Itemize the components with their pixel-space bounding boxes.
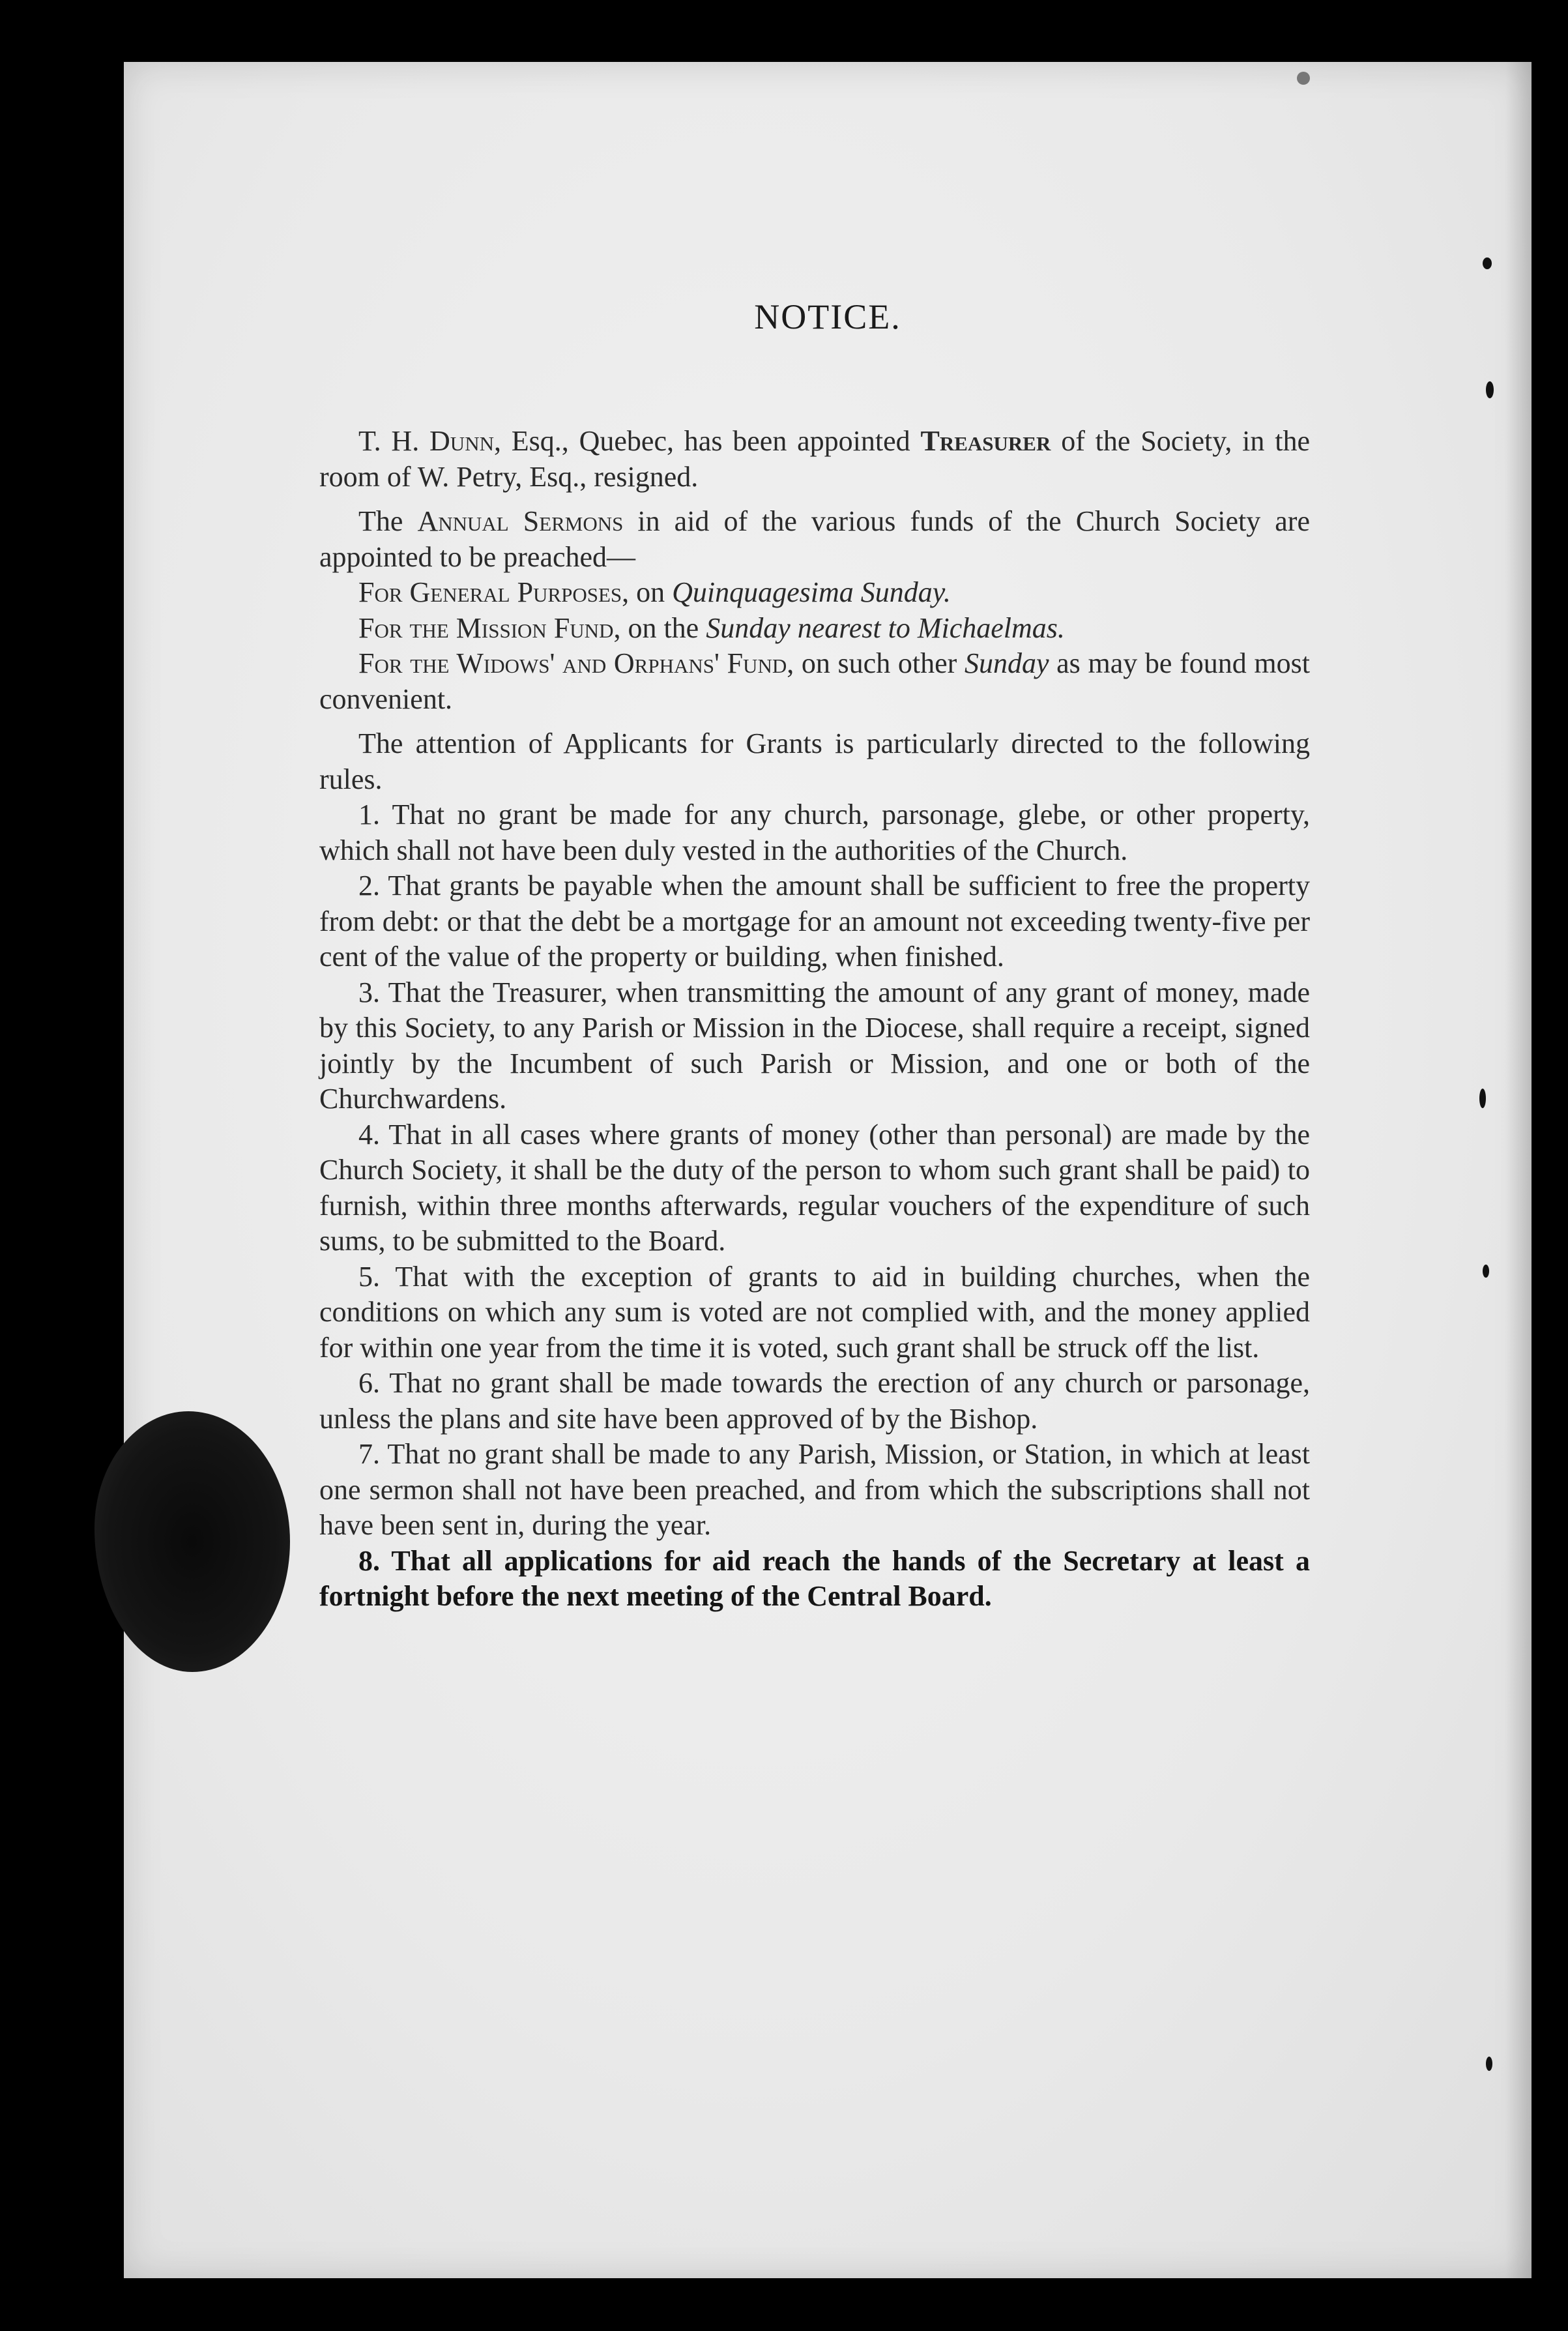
rule-7: 7. That no grant shall be made to any Parish, Mission, or Station, in which at least one sermon shall not have been preached, and from which the subscriptions shall not have been sent in, during the year.: [319, 1438, 1310, 1541]
treasurer-prefix: T. H.: [358, 425, 430, 457]
mission-fund-day: Sunday nearest to Michaelmas.: [706, 611, 1065, 644]
rule-5: 5. That with the exception of grants to aid in building churches, when the conditions on which any sum is voted are not complied with, and the money applied for within one year from the time it is voted, such grant shall be struck off the list.: [319, 1260, 1310, 1364]
speck-mark: [1486, 381, 1494, 398]
general-purposes-label: For General Purposes: [358, 576, 622, 608]
sermons-intro-label: Annual Sermons: [417, 505, 624, 537]
treasurer-middle: , Esq., Quebec, has been appointed: [493, 425, 921, 457]
treasurer-paragraph: [319, 424, 1310, 495]
widows-fund-day: Sunday: [964, 647, 1049, 679]
sermons-intro-post: in aid of the various funds of the Church Society are appointed to be preached—: [319, 505, 1310, 573]
sermons-intro-pre: The: [358, 505, 418, 537]
rule-4: 4. That in all cases where grants of money (other than personal) are made by the Church Society, it shall be the duty of the person to whom such grant shall be paid) to furnish, within three months afterwards, regular vouchers of the expenditure of such sums, to be submitted to the Board.: [319, 1118, 1310, 1257]
treasurer-suffix: of the Society, in the room of W. Petry, Esq., resigned.: [319, 425, 1310, 493]
speck-mark: [1483, 1265, 1489, 1278]
general-purposes-day: Quinquagesima Sunday.: [672, 576, 951, 608]
speck-mark: [1483, 257, 1492, 269]
mission-fund-label: For the Mission Fund: [358, 611, 614, 644]
ink-stain: [94, 1411, 290, 1672]
rule-8: 8. That all applications for aid reach the hands of the Secretary at least a fortnight before the next meeting of the Central Board.: [319, 1544, 1310, 1612]
rules-intro: The attention of Applicants for Grants is particularly directed to the following rules.: [319, 727, 1310, 795]
sermons-paragraph: [319, 504, 1310, 575]
speck-mark: [1479, 1089, 1486, 1108]
treasurer-office: Treasurer: [920, 425, 1051, 457]
rule-3: 3. That the Treasurer, when transmitting the amount of any grant of money, made by this Society, to any Parish or Mission in the Diocese, shall require a receipt, signed jointly by the Incumbent of such Parish or Mission, and one or both of the Churchwardens.: [319, 976, 1310, 1115]
treasurer-name: Dunn: [429, 425, 494, 457]
page-edge-shadow: [1505, 62, 1532, 2278]
general-purposes-text: , on: [622, 576, 673, 608]
widows-fund-label: For the Widows' and Orphans' Fund: [358, 647, 787, 679]
rule-2: 2. That grants be payable when the amount shall be sufficient to free the property from debt: or that the debt be a mortgage for an amount not exceeding twenty-five per cent of the value of the property or building, when finished.: [319, 870, 1310, 973]
document-page: [124, 62, 1532, 2278]
rule-1: 1. That no grant be made for any church, parsonage, glebe, or other property, which shall not have been duly vested in the authorities of the Church.: [319, 799, 1310, 866]
general-purposes-line: [319, 575, 1310, 611]
widows-fund-line: [319, 646, 1310, 717]
speck-mark: [1297, 72, 1310, 85]
widows-fund-text: , on such other: [787, 647, 965, 679]
mission-fund-text: , on the: [613, 611, 706, 644]
widows-fund-post: as may be found most convenient.: [319, 647, 1310, 715]
speck-mark: [1486, 2057, 1492, 2071]
mission-fund-line: [319, 611, 1310, 647]
rule-6: 6. That no grant shall be made towards the erection of any church or parsonage, unless the plans and site have been approved of by the Bishop.: [319, 1367, 1310, 1435]
page-title: NOTICE.: [754, 297, 901, 336]
notice-body: [319, 424, 1310, 1615]
